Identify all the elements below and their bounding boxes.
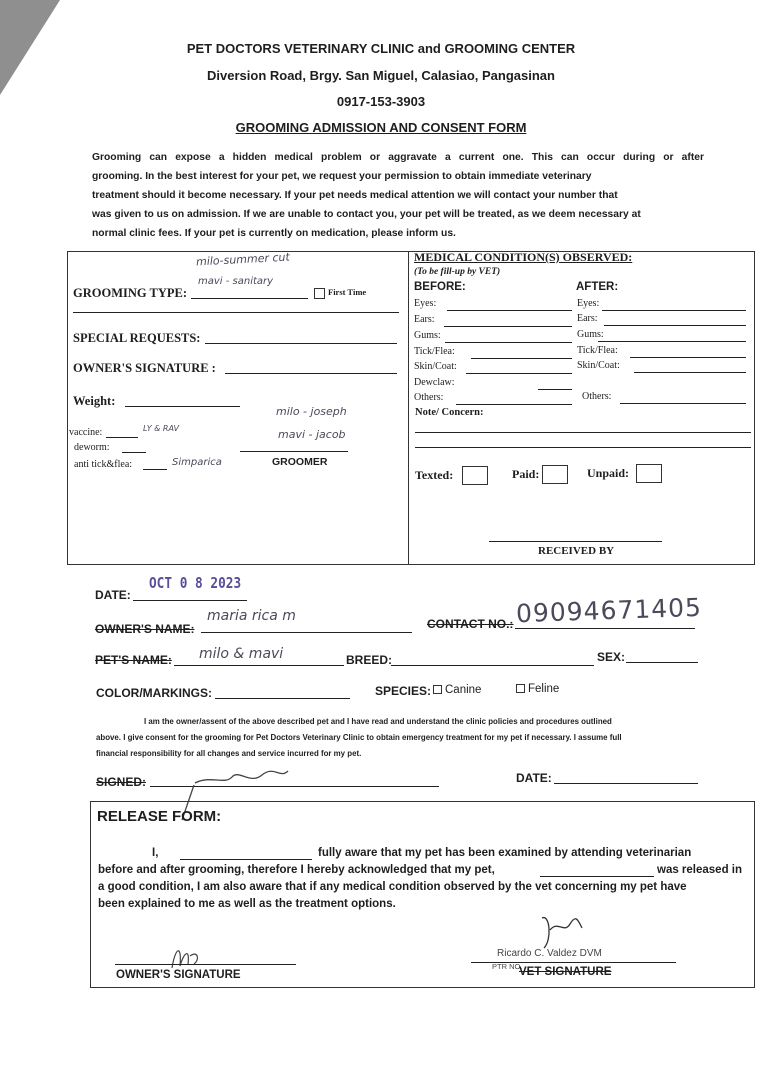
vet-name: Ricardo C. Valdez DVM [497, 948, 602, 959]
date-label: DATE: [95, 588, 131, 602]
intro-line: treatment should it become necessary. If your pet needs medical attention we will contact your number that [92, 190, 618, 201]
form-title: GROOMING ADMISSION AND CONSENT FORM [235, 120, 527, 135]
intro-paragraph [92, 148, 704, 243]
after-item-label: Ears: [577, 313, 598, 324]
before-item-line [444, 326, 572, 327]
grooming-type-line [191, 298, 308, 299]
column-divider [408, 251, 409, 564]
release-line-4: been explained to me as well as the treatment options. [98, 898, 396, 910]
contact-label: CONTACT NO.: [427, 617, 514, 631]
anti-tick-line [143, 469, 167, 470]
owner-name-line [201, 632, 412, 633]
contact-handwritten: 09094671405 [515, 592, 703, 629]
release-line-3: a good condition, I am also aware that if any medical condition observed by the vet concerning my pet have [98, 881, 687, 893]
texted-box[interactable] [462, 466, 488, 485]
consent-line: I am the owner/assent of the above described pet and I have read and understand the clinic policies and procedures outlined [144, 717, 612, 726]
special-requests-label: SPECIAL REQUESTS: [73, 331, 201, 345]
groomer-label: GROOMER [272, 456, 328, 468]
received-by-label: RECEIVED BY [538, 545, 615, 557]
release-name-line [180, 859, 312, 860]
species-label: SPECIES: [375, 684, 432, 698]
paid-box[interactable] [542, 465, 568, 484]
after-item-line [620, 403, 746, 404]
before-item-label: Gums: [414, 330, 441, 341]
release-pet-line [540, 876, 654, 877]
before-item-line [447, 310, 572, 311]
color-markings-label: COLOR/MARKINGS: [96, 686, 212, 700]
release-line-2a: before and after grooming, therefore I hereby acknowledged that my pet, [98, 864, 495, 876]
special-requests-line [205, 343, 397, 344]
release-owner-signature-line [115, 964, 296, 965]
consent-line: above. I give consent for the grooming for Pet Doctors Veterinary Clinic to obtain emergency treatment for my pet if necessary. I assume full [96, 733, 622, 742]
release-owner-signature-label: OWNER'S SIGNATURE [116, 969, 241, 981]
after-item-label: Eyes: [577, 298, 600, 309]
before-item-line [538, 389, 572, 390]
checkbox-icon [314, 288, 325, 299]
consent-date-line [554, 783, 698, 784]
pet-name-label: PET'S NAME: [95, 653, 172, 667]
texted-label: Texted: [415, 468, 454, 482]
grooming-type-handwritten-1: milo-summer cut [195, 250, 291, 269]
after-label: AFTER: [576, 281, 619, 293]
owner-name-handwritten: maria rica m [207, 608, 296, 624]
before-item-label: Tick/Flea: [414, 346, 455, 357]
deworm-line [122, 452, 146, 453]
after-item-line [634, 372, 746, 373]
after-item-label: Gums: [577, 329, 604, 340]
first-time-label: First Time [328, 287, 367, 297]
release-line-2b: was released in [657, 864, 743, 876]
note-concern-label: Note/ Concern: [415, 407, 484, 418]
ptr-label: PTR NO. [492, 962, 523, 971]
grooming-extra-line [73, 312, 399, 313]
after-item-label: Others: [582, 391, 612, 402]
before-item-line [471, 358, 572, 359]
vet-only-subtitle: (To be fill-up by VET) [414, 267, 501, 277]
intro-line: was given to us on admission. If we are unable to contact you, your pet will be treated, as we deem necessary at [92, 209, 641, 220]
checkbox-icon [433, 685, 442, 694]
checkbox-icon [516, 684, 525, 693]
unpaid-label: Unpaid: [587, 466, 630, 480]
clinic-phone: 0917-153-3903 [336, 94, 426, 109]
deworm-label: deworm: [74, 442, 110, 453]
sex-line [626, 662, 698, 663]
grooming-type-handwritten-2: mavi - sanitary [198, 276, 274, 287]
owner-signature-line [225, 373, 397, 374]
owner-name-label: OWNER'S NAME: [95, 622, 195, 636]
before-item-label: Skin/Coat: [414, 361, 457, 372]
pet-name-handwritten: milo & mavi [199, 646, 284, 662]
first-time-checkbox[interactable] [314, 287, 366, 299]
before-item-line [456, 404, 572, 405]
consent-paragraph [96, 714, 706, 762]
release-form-title: RELEASE FORM: [97, 808, 222, 825]
groomer-line [240, 451, 348, 452]
clinic-name: PET DOCTORS VETERINARY CLINIC and GROOMING CENTER [186, 41, 576, 56]
after-item-line [602, 310, 746, 311]
before-item-line [445, 342, 572, 343]
before-label: BEFORE: [414, 281, 466, 293]
note-line-2 [415, 447, 751, 448]
anti-tick-label: anti tick&flea: [74, 459, 133, 470]
vaccine-line [106, 437, 138, 438]
before-item-label: Ears: [414, 314, 435, 325]
vaccine-label: vaccine: [69, 427, 103, 438]
after-item-line [598, 341, 746, 342]
medical-condition-title: MEDICAL CONDITION(S) OBSERVED: [414, 250, 633, 264]
intro-line: Grooming can expose a hidden medical problem or aggravate a current one. This can occur during or after [92, 152, 704, 163]
paid-label: Paid: [512, 467, 540, 481]
intro-line: grooming. In the best interest for your pet, we request your permission to obtain immediate veterinary [92, 171, 592, 182]
release-line-1: fully aware that my pet has been examined by attending veterinarian [318, 847, 692, 859]
signed-label: SIGNED: [96, 775, 147, 789]
consent-line: financial responsibility for all changes and service incurred for my pet. [96, 749, 362, 758]
consent-date-label: DATE: [516, 771, 552, 785]
color-markings-line [215, 698, 350, 699]
after-item-label: Tick/Flea: [577, 345, 618, 356]
feline-label: Feline [528, 683, 560, 695]
canine-checkbox[interactable] [433, 684, 481, 696]
contact-line [515, 628, 695, 629]
vet-signature-label: VET SIGNATURE [519, 966, 612, 978]
date-stamp: OCT 0 8 2023 [149, 574, 242, 592]
before-item-label: Eyes: [414, 298, 437, 309]
groomer-handwritten-2: mavi - jacob [278, 428, 346, 441]
before-item-line [466, 373, 572, 374]
anti-tick-handwritten: Simparica [172, 457, 222, 468]
breed-label: BREED: [346, 653, 393, 667]
weight-label: Weight: [73, 394, 116, 408]
pet-name-line [174, 665, 344, 666]
after-item-line [604, 325, 746, 326]
after-item-label: Skin/Coat: [577, 360, 620, 371]
after-item-line [630, 357, 746, 358]
received-by-line [489, 541, 662, 542]
before-item-label: Dewclaw: [414, 377, 455, 388]
owner-signature-label: OWNER'S SIGNATURE : [73, 361, 216, 375]
sex-label: SEX: [597, 650, 626, 664]
groomer-handwritten-1: milo - joseph [276, 405, 347, 418]
canine-label: Canine [445, 684, 482, 696]
weight-line [125, 406, 240, 407]
grooming-type-label: GROOMING TYPE: [73, 286, 188, 300]
unpaid-box[interactable] [636, 464, 662, 483]
release-i-label: I, [152, 847, 159, 859]
date-line [133, 600, 247, 601]
note-line-1 [415, 432, 751, 433]
breed-line [391, 665, 594, 666]
intro-line: normal clinic fees. If your pet is currently on medication, please inform us. [92, 228, 456, 239]
clinic-address: Diversion Road, Brgy. San Miguel, Calasiao, Pangasinan [207, 68, 555, 83]
vaccine-handwritten: LY & RAV [143, 424, 180, 433]
before-item-label: Others: [414, 392, 444, 403]
feline-checkbox[interactable] [516, 683, 559, 695]
